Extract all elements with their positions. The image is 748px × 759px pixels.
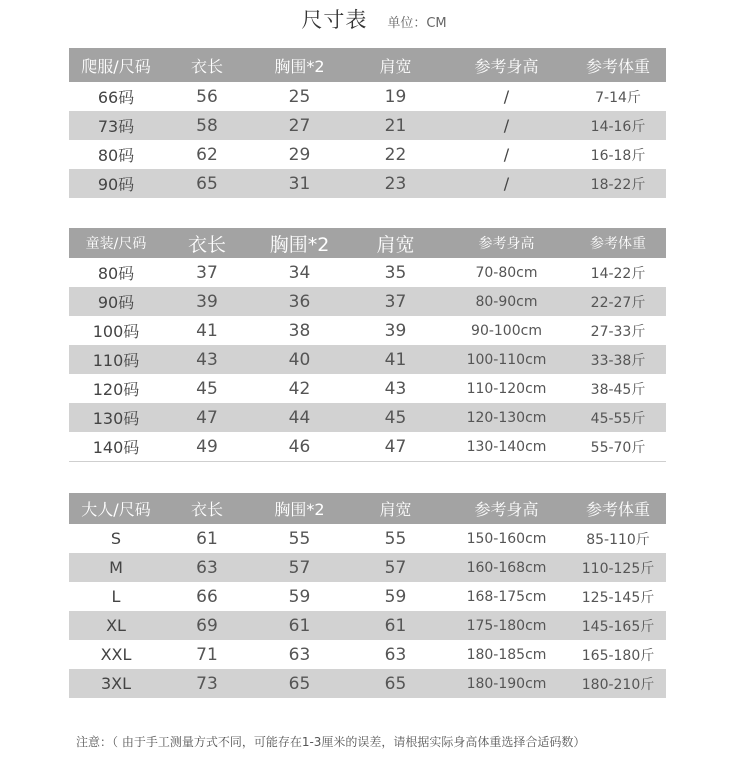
header-cell: 衣长	[163, 493, 251, 524]
table-row	[69, 669, 666, 698]
chest-cell: 55	[288, 528, 311, 549]
height-cell: 130-140cm	[466, 438, 547, 455]
chest-cell: 44	[251, 403, 348, 432]
header-cell: 爬服/尺码	[69, 48, 163, 82]
header-cell: 参考体重	[570, 493, 666, 524]
size-cell: S	[110, 529, 122, 548]
table-row	[69, 345, 666, 374]
length-cell: 43	[163, 345, 251, 374]
weight-cell: 7-14斤	[595, 89, 641, 106]
weight-cell: 14-16斤	[570, 111, 666, 140]
header-cell: 参考身高	[443, 493, 570, 524]
chest-cell: 61	[251, 611, 348, 640]
chest-cell: 34	[288, 262, 311, 283]
chest-cell: 63	[288, 644, 311, 665]
length-cell: 47	[163, 403, 251, 432]
title-row	[0, 2, 748, 36]
shoulder-cell: 19	[384, 86, 407, 107]
table-row	[69, 258, 666, 287]
table-row	[69, 82, 666, 111]
shoulder-cell: 47	[384, 436, 407, 457]
shoulder-cell: 63	[384, 644, 407, 665]
size-cell: 3XL	[69, 669, 163, 698]
table-row	[69, 374, 666, 403]
weight-cell: 165-180斤	[581, 647, 655, 664]
shoulder-cell: 37	[348, 287, 443, 316]
table-row	[69, 553, 666, 582]
table-header-row	[69, 48, 666, 82]
height-cell: /	[443, 111, 570, 140]
header-cell: 胸围*2	[251, 48, 348, 82]
shoulder-cell: 41	[348, 345, 443, 374]
table-header-row	[69, 228, 666, 258]
shoulder-cell: 22	[384, 144, 407, 165]
table-row	[69, 169, 666, 198]
chest-cell: 57	[251, 553, 348, 582]
size-cell: 120码	[92, 380, 140, 399]
shoulder-cell: 55	[384, 528, 407, 549]
shoulder-cell: 45	[348, 403, 443, 432]
header-cell: 参考体重	[570, 48, 666, 82]
length-cell: 49	[196, 436, 218, 457]
height-cell: 180-185cm	[466, 646, 547, 663]
size-cell: L	[111, 587, 121, 606]
size-cell: 110码	[69, 345, 163, 374]
weight-cell: 27-33斤	[590, 323, 646, 340]
chest-cell: 36	[251, 287, 348, 316]
table-header-row	[69, 493, 666, 524]
height-cell: 160-168cm	[443, 553, 570, 582]
chest-cell: 59	[288, 586, 311, 607]
header-cell: 衣长	[163, 228, 251, 258]
chest-cell: 25	[288, 86, 311, 107]
chest-cell: 65	[251, 669, 348, 698]
size-cell: 73码	[69, 111, 163, 140]
chest-cell: 31	[251, 169, 348, 198]
table-row	[69, 287, 666, 316]
length-cell: 41	[196, 320, 218, 341]
length-cell: 61	[196, 528, 218, 549]
shoulder-cell: 35	[384, 262, 407, 283]
height-cell: 100-110cm	[443, 345, 570, 374]
header-cell: 参考身高	[443, 228, 570, 258]
header-cell: 胸围*2	[251, 493, 348, 524]
page-title: 尺寸表	[301, 8, 368, 32]
weight-cell: 38-45斤	[590, 381, 646, 398]
shoulder-cell: 39	[384, 320, 407, 341]
size-table-adults	[69, 493, 666, 698]
size-cell: 66码	[97, 88, 135, 107]
table-row	[69, 403, 666, 432]
chest-cell: 46	[288, 436, 311, 457]
weight-cell: 180-210斤	[570, 669, 666, 698]
size-table-crawl	[69, 48, 666, 198]
unit-label: 单位：CM	[387, 15, 447, 31]
height-cell: /	[503, 145, 510, 164]
header-cell: 肩宽	[348, 493, 443, 524]
size-cell: XL	[69, 611, 163, 640]
header-cell: 衣长	[163, 48, 251, 82]
length-cell: 39	[163, 287, 251, 316]
table-row	[69, 611, 666, 640]
chest-cell: 27	[251, 111, 348, 140]
height-cell: /	[443, 169, 570, 198]
size-cell: 130码	[69, 403, 163, 432]
height-cell: 120-130cm	[443, 403, 570, 432]
size-table-kids	[69, 228, 666, 462]
weight-cell: 22-27斤	[570, 287, 666, 316]
height-cell: 110-120cm	[466, 380, 547, 397]
weight-cell: 125-145斤	[581, 589, 655, 606]
measurement-note: 注意：（ 由于手工测量方式不同，可能存在1-3厘米的误差，请根据实际身高体重选择合适码数）	[76, 735, 586, 749]
weight-cell: 45-55斤	[570, 403, 666, 432]
height-cell: /	[503, 87, 510, 106]
height-cell: 150-160cm	[466, 530, 547, 547]
header-cell: 参考身高	[443, 48, 570, 82]
chest-cell: 29	[288, 144, 311, 165]
height-cell: 180-190cm	[443, 669, 570, 698]
table-row	[69, 111, 666, 140]
table-row	[69, 432, 666, 462]
weight-cell: 110-125斤	[570, 553, 666, 582]
table-row	[69, 640, 666, 669]
shoulder-cell: 57	[348, 553, 443, 582]
weight-cell: 14-22斤	[590, 265, 646, 282]
size-cell: 140码	[92, 438, 140, 457]
shoulder-cell: 23	[348, 169, 443, 198]
table-row	[69, 316, 666, 345]
table-row	[69, 524, 666, 553]
shoulder-cell: 61	[348, 611, 443, 640]
weight-cell: 16-18斤	[590, 147, 646, 164]
table-row	[69, 140, 666, 169]
chest-cell: 40	[251, 345, 348, 374]
length-cell: 45	[196, 378, 218, 399]
size-cell: M	[69, 553, 163, 582]
length-cell: 63	[163, 553, 251, 582]
shoulder-cell: 21	[348, 111, 443, 140]
size-cell: 80码	[97, 146, 135, 165]
height-cell: 168-175cm	[466, 588, 547, 605]
length-cell: 56	[196, 86, 218, 107]
weight-cell: 145-165斤	[570, 611, 666, 640]
header-cell: 大人/尺码	[69, 493, 163, 524]
chest-cell: 38	[288, 320, 311, 341]
size-cell: 80码	[97, 264, 135, 283]
size-cell: 90码	[69, 287, 163, 316]
header-cell: 肩宽	[348, 48, 443, 82]
size-cell: 100码	[92, 322, 140, 341]
chest-cell: 42	[288, 378, 311, 399]
height-cell: 90-100cm	[471, 322, 542, 339]
height-cell: 70-80cm	[475, 264, 538, 281]
length-cell: 73	[163, 669, 251, 698]
table-row	[69, 582, 666, 611]
shoulder-cell: 43	[384, 378, 407, 399]
length-cell: 65	[163, 169, 251, 198]
weight-cell: 18-22斤	[570, 169, 666, 198]
header-cell: 参考体重	[570, 228, 666, 258]
header-cell: 胸围*2	[251, 228, 348, 258]
length-cell: 69	[163, 611, 251, 640]
size-cell: XXL	[100, 645, 132, 664]
length-cell: 71	[196, 644, 218, 665]
shoulder-cell: 65	[348, 669, 443, 698]
size-cell: 90码	[69, 169, 163, 198]
length-cell: 66	[196, 586, 218, 607]
weight-cell: 55-70斤	[590, 439, 646, 456]
weight-cell: 33-38斤	[570, 345, 666, 374]
length-cell: 37	[196, 262, 218, 283]
header-cell: 肩宽	[348, 228, 443, 258]
height-cell: 80-90cm	[443, 287, 570, 316]
length-cell: 58	[163, 111, 251, 140]
length-cell: 62	[196, 144, 218, 165]
weight-cell: 85-110斤	[586, 531, 650, 548]
height-cell: 175-180cm	[443, 611, 570, 640]
header-cell: 童装/尺码	[69, 228, 163, 258]
shoulder-cell: 59	[384, 586, 407, 607]
